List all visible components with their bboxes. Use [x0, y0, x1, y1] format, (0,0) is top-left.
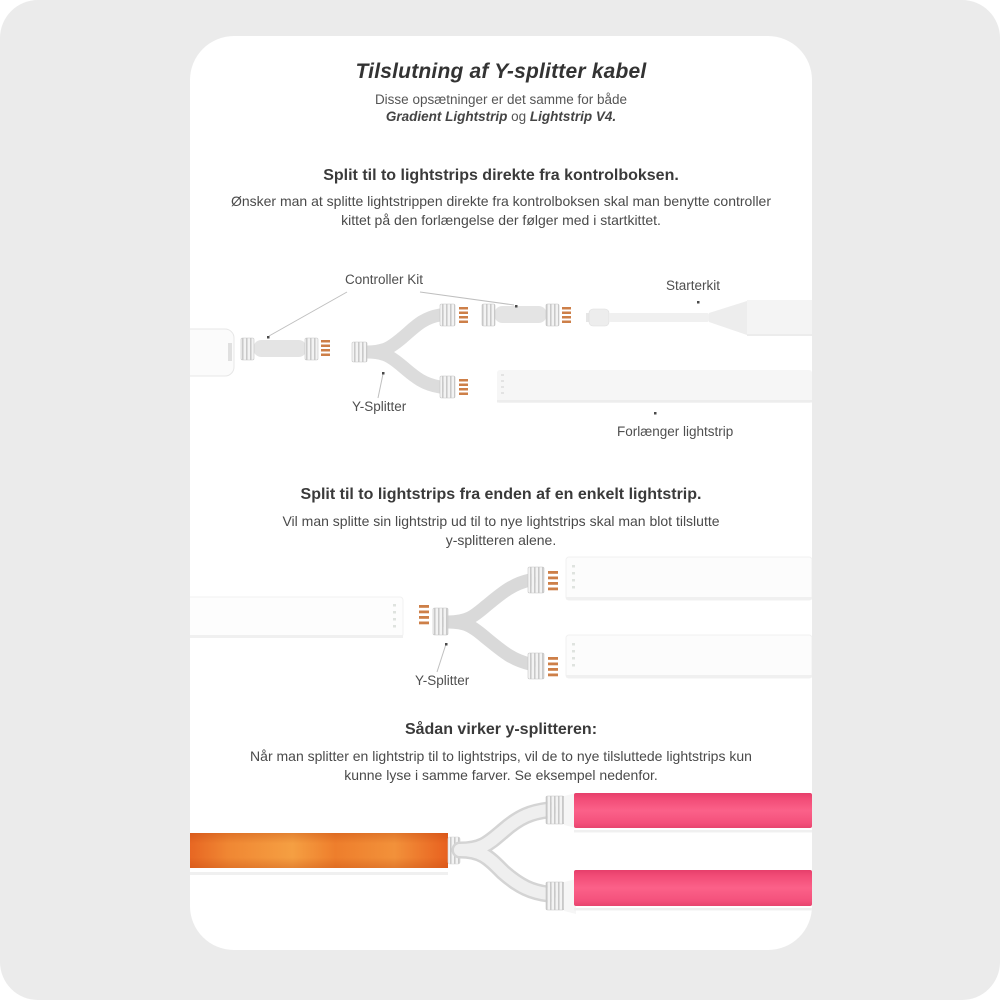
connector — [305, 338, 318, 360]
instruction-card — [190, 36, 812, 950]
connector-pins — [459, 307, 468, 395]
connector-pins — [548, 571, 558, 676]
product-name-gradient-lightstrip: Gradient Lightstrip — [385, 109, 508, 124]
y-splitter-cable — [352, 304, 468, 398]
section3-heading: Sådan virker y-splitteren: — [404, 721, 598, 738]
lightstrip-white-left — [190, 597, 429, 638]
controller-kit-cable-b — [482, 304, 571, 326]
lightstrip-white-upper-right — [566, 557, 812, 600]
section2-body-line1: Vil man splitte sin lightstrip ud til to nye lightstrips skal man blot tilslutte — [282, 513, 720, 529]
leader-line — [437, 644, 446, 672]
starterkit-plug — [589, 309, 609, 326]
control-box — [190, 329, 234, 376]
section1-body — [190, 192, 812, 230]
connector-pins — [321, 340, 330, 356]
diagram-split-from-strip-end — [190, 556, 812, 700]
connector — [482, 304, 495, 326]
connector — [433, 608, 448, 635]
y-splitter-cable — [460, 796, 564, 910]
section3-body-line2: kunne lyse i samme farver. Se eksempel nedenfor. — [344, 767, 658, 783]
annotation-dot — [515, 305, 518, 308]
connector — [352, 342, 367, 362]
section2-body-line2: y-splitteren alene. — [445, 532, 557, 548]
connector — [440, 304, 455, 326]
product-name-lightstrip-v4: Lightstrip V4. — [529, 109, 617, 124]
control-box-socket — [228, 343, 232, 361]
label-y-splitter-2: Y-Splitter — [415, 673, 470, 688]
connector — [241, 338, 254, 360]
connector — [546, 882, 564, 910]
connector — [440, 376, 455, 398]
section1-body-line2: kittet på den forlængelse der følger med i startkittet. — [341, 212, 661, 228]
section3-body-line1: Når man splitter en lightstrip til to lightstrips, vil de to nye tilsluttede lightstrips kun — [250, 748, 752, 764]
y-splitter-cable — [433, 567, 558, 679]
annotation-dot — [267, 336, 270, 339]
connector — [528, 653, 544, 679]
extension-lightstrip-shadow — [497, 400, 812, 403]
annotation-dot — [654, 412, 657, 415]
section2-heading: Split til to lightstrips fra enden af en enkelt lightstrip. — [300, 486, 702, 503]
label-y-splitter-1: Y-Splitter — [352, 399, 407, 414]
connector-pins — [419, 605, 429, 624]
lightstrip-orange — [190, 833, 460, 875]
section3-body — [190, 747, 812, 785]
connector — [528, 567, 544, 593]
label-controller-kit: Controller Kit — [345, 272, 424, 287]
connector — [546, 796, 564, 824]
starterkit-strip — [586, 300, 812, 336]
lightstrip-pink-lower — [564, 870, 812, 914]
annotation-dot — [445, 643, 448, 646]
label-starterkit: Starterkit — [666, 278, 721, 293]
lightstrip-white-lower-right — [566, 635, 812, 678]
annotation-dot — [382, 372, 385, 375]
connector-pins — [562, 307, 571, 323]
label-forlaenger-lightstrip: Forlænger lightstrip — [617, 424, 734, 439]
section2-body — [190, 512, 812, 550]
controller-kit-cable-a — [241, 338, 330, 360]
section1-body-line1: Ønsker man at splitte lightstrippen direkte fra kontrolboksen skal man benytte controller — [230, 193, 772, 209]
page-title: Tilslutning af Y-splitter kabel — [355, 60, 647, 83]
lightstrip-pink-upper — [564, 793, 812, 833]
subtitle-line1: Disse opsætninger er det samme for både — [374, 92, 628, 107]
section1-heading: Split til to lightstrips direkte fra kontrolboksen. — [323, 167, 679, 184]
subtitle-line2 — [190, 108, 812, 125]
connector — [546, 304, 559, 326]
subtitle-conjunction: og — [511, 109, 527, 124]
extension-lightstrip — [497, 370, 812, 403]
diagram-same-color-example — [190, 788, 812, 950]
annotation-dot — [697, 301, 700, 304]
diagram-split-from-controlbox — [190, 270, 812, 450]
